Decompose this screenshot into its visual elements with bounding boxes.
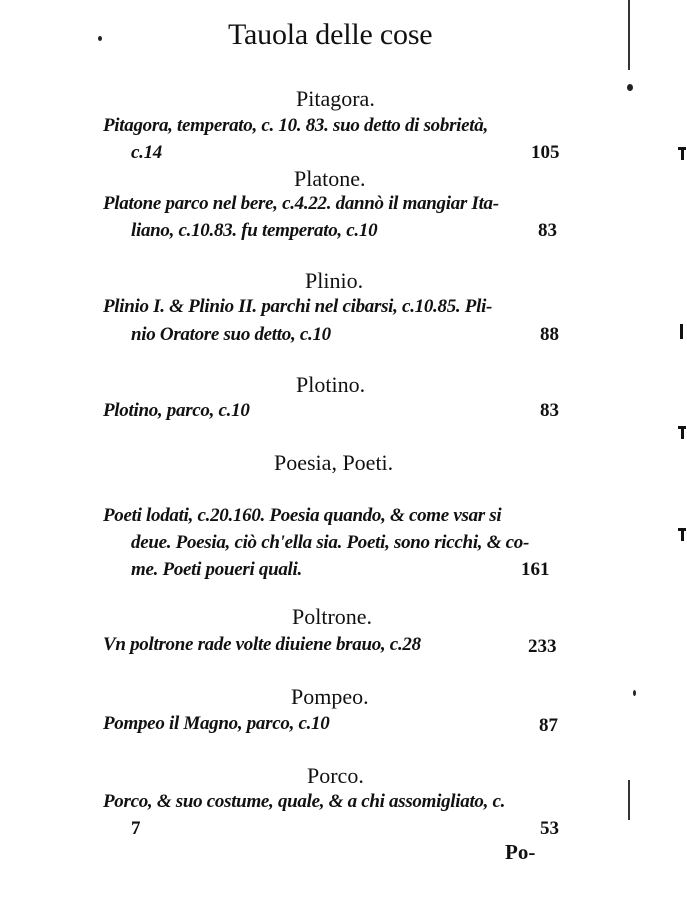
entry-heading-pitagora: Pitagora. [296,86,375,111]
adjacent-page-glyph [676,424,687,440]
entry-heading-porco: Porco. [307,763,364,788]
catchword: Po- [505,840,536,864]
adjacent-page-glyph [676,145,687,161]
entry-line: Plinio I. & Plinio II. parchi nel cibarsi, c.10.85. Pli- [103,296,493,317]
entry-line: Porco, & suo costume, quale, & a chi assomigliato, c. [103,791,506,812]
entry-line: deue. Poesia, ciò ch'ella sia. Poeti, sono ricchi, & co- [131,532,529,553]
page-reference: 83 [540,400,559,421]
entry-heading-plinio: Plinio. [305,268,364,293]
entry-line: c.14 [131,142,162,163]
entry-line: Poeti lodati, c.20.160. Poesia quando, & come vsar si [103,505,502,526]
adjacent-page-glyph [676,322,687,340]
page-edge-line [628,780,630,820]
entry-line: Pitagora, temperato, c. 10. 83. suo detto di sobrietà, [103,115,488,136]
page-reference: 87 [539,715,558,736]
entry-heading-poltrone: Poltrone. [292,604,373,629]
entry-line: Plotino, parco, c.10 [103,400,250,421]
page-reference: 53 [540,818,559,839]
page-reference: 105 [531,142,560,163]
entry-heading-platone: Platone. [294,166,366,191]
page-edge-line [628,0,630,70]
entry-line: me. Poeti poueri quali. [131,559,302,580]
entry-line: Vn poltrone rade volte diuiene brauo, c.28 [103,634,421,655]
entry-heading-poesia: Poesia, Poeti. [274,450,394,475]
adjacent-page-glyph [676,526,687,542]
entry-line: nio Oratore suo detto, c.10 [131,324,331,345]
page-reference: 161 [521,559,550,580]
page-reference: 233 [528,636,557,657]
ink-speck [627,84,633,91]
page-reference: 83 [538,220,557,241]
page-title: Tauola delle cose [228,18,433,51]
entry-line: 7 [131,818,141,839]
entry-line: liano, c.10.83. fu temperato, c.10 [131,220,378,241]
page-reference: 88 [540,324,559,345]
ink-speck [633,690,636,696]
entry-heading-plotino: Plotino. [296,372,366,397]
entry-heading-pompeo: Pompeo. [291,684,369,709]
entry-line: Pompeo il Magno, parco, c.10 [103,713,330,734]
ink-speck [98,36,102,41]
entry-line: Platone parco nel bere, c.4.22. dannò il mangiar Ita- [103,193,499,214]
